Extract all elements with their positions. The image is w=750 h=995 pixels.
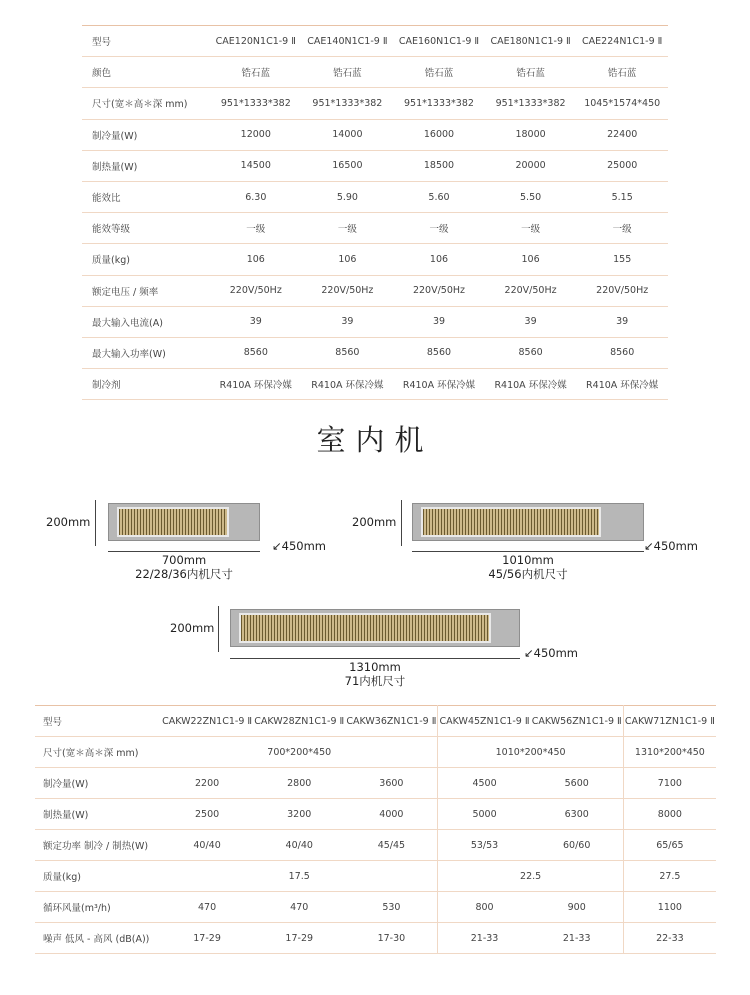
value-cell: 530 [345,892,438,923]
value-cell: 7100 [623,768,716,799]
value-cell: 951*1333*382 [485,88,577,119]
height-dimension-line [218,606,219,652]
value-cell: 16000 [393,119,485,150]
value-cell: R410A 环保冷媒 [210,369,302,400]
value-cell: 17-30 [345,923,438,954]
value-cell: R410A 环保冷媒 [302,369,394,400]
table-row [82,213,668,244]
value-cell: 39 [576,306,668,337]
row-label: 噪声 低风 - 高风 (dB(A)) [35,923,161,954]
model-cell: CAE120N1C1-9 Ⅱ [210,26,302,57]
value-cell: 17-29 [253,923,345,954]
value-cell: 18000 [485,119,577,150]
table-row [35,706,716,737]
value-cell: 8560 [302,337,394,368]
row-label: 循环风量(m³/h) [35,892,161,923]
row-label: 能效等级 [82,213,210,244]
value-cell: 39 [393,306,485,337]
value-cell: 一级 [485,213,577,244]
value-cell: 5.15 [576,181,668,212]
value-cell: 65/65 [623,830,716,861]
model-cell: CAKW28ZN1C1-9 Ⅱ [253,706,345,737]
row-label: 最大输入功率(W) [82,337,210,368]
diagram-height-label: 200mm [46,515,91,529]
value-cell: 5.60 [393,181,485,212]
value-cell: 8560 [210,337,302,368]
value-cell: 锆石蓝 [485,57,577,88]
value-cell: 一级 [210,213,302,244]
width-dimension-line [230,658,520,659]
value-cell: 5.90 [302,181,394,212]
value-cell: 220V/50Hz [485,275,577,306]
indoor-unit-grille [421,507,601,537]
row-label: 型号 [35,706,161,737]
table-row [82,369,668,400]
value-cell: 25000 [576,150,668,181]
model-cell: CAE180N1C1-9 Ⅱ [485,26,577,57]
width-dimension-line [412,551,644,552]
table-row [35,861,716,892]
value-cell: 45/45 [345,830,438,861]
value-cell: 951*1333*382 [302,88,394,119]
row-label: 能效比 [82,181,210,212]
value-cell: 22-33 [623,923,716,954]
value-cell: 800 [438,892,531,923]
row-label: 制冷量(W) [82,119,210,150]
value-cell: 锆石蓝 [393,57,485,88]
table-row [82,150,668,181]
table-row [82,57,668,88]
value-cell: 20000 [485,150,577,181]
outdoor-spec-table [82,25,668,400]
value-cell: 锆石蓝 [210,57,302,88]
indoor-unit-grille [117,507,229,537]
table-row [35,830,716,861]
outdoor-spec-body [82,26,668,400]
table-row [82,26,668,57]
table-row [82,275,668,306]
value-cell: 3600 [345,768,438,799]
diagram-caption: 45/56内机尺寸 [488,567,568,581]
table-row [82,119,668,150]
diagram-height-label: 200mm [170,621,215,635]
value-cell: R410A 环保冷媒 [485,369,577,400]
value-cell: 40/40 [161,830,253,861]
value-cell: 155 [576,244,668,275]
size-cell: 700*200*450 [161,737,438,768]
model-cell: CAKW22ZN1C1-9 Ⅱ [161,706,253,737]
table-row [35,737,716,768]
value-cell: 一级 [302,213,394,244]
row-label: 额定功率 制冷 / 制热(W) [35,830,161,861]
value-cell: 21-33 [438,923,531,954]
value-cell: 220V/50Hz [393,275,485,306]
value-cell: R410A 环保冷媒 [576,369,668,400]
value-cell: 14000 [302,119,394,150]
value-cell: 4500 [438,768,531,799]
model-cell: CAE224N1C1-9 Ⅱ [576,26,668,57]
diagram-width-label: 1010mm [502,553,554,567]
value-cell: 1045*1574*450 [576,88,668,119]
value-cell: 106 [393,244,485,275]
row-label: 制冷剂 [82,369,210,400]
value-cell: 14500 [210,150,302,181]
value-cell: 2500 [161,799,253,830]
row-label: 制热量(W) [82,150,210,181]
value-cell: 220V/50Hz [302,275,394,306]
row-label: 质量(kg) [82,244,210,275]
diagram-caption: 71内机尺寸 [344,674,406,688]
size-cell: 1010*200*450 [438,737,623,768]
height-dimension-line [95,500,96,546]
row-label: 尺寸(宽＊高＊深 mm) [82,88,210,119]
model-cell: CAE160N1C1-9 Ⅱ [393,26,485,57]
value-cell: 39 [485,306,577,337]
height-dimension-line [401,500,402,546]
value-cell: 39 [210,306,302,337]
value-cell: 22400 [576,119,668,150]
value-cell: 2200 [161,768,253,799]
indoor-spec-table [35,705,716,954]
section-title: 室内机 [316,423,434,457]
value-cell: 5000 [438,799,531,830]
mass-cell: 22.5 [438,861,623,892]
row-label: 颜色 [82,57,210,88]
value-cell: 5.50 [485,181,577,212]
value-cell: 220V/50Hz [210,275,302,306]
model-cell: CAE140N1C1-9 Ⅱ [302,26,394,57]
value-cell: 3200 [253,799,345,830]
value-cell: 12000 [210,119,302,150]
row-label: 额定电压 / 频率 [82,275,210,306]
width-dimension-line [108,551,260,552]
value-cell: 锆石蓝 [576,57,668,88]
value-cell: 39 [302,306,394,337]
row-label: 制热量(W) [35,799,161,830]
value-cell: 18500 [393,150,485,181]
diagram-depth-label: ↙450mm [272,539,326,553]
diagram-height-label: 200mm [352,515,397,529]
value-cell: 8560 [485,337,577,368]
table-row [35,892,716,923]
model-cell: CAKW71ZN1C1-9 Ⅱ [623,706,716,737]
table-row [35,799,716,830]
value-cell: 21-33 [531,923,624,954]
diagram-caption: 22/28/36内机尺寸 [135,567,233,581]
value-cell: 6.30 [210,181,302,212]
table-row [35,768,716,799]
table-row [82,244,668,275]
diagram-depth-label: ↙450mm [524,646,578,660]
value-cell: 6300 [531,799,624,830]
table-row [35,923,716,954]
table-row [82,181,668,212]
value-cell: 16500 [302,150,394,181]
model-cell: CAKW36ZN1C1-9 Ⅱ [345,706,438,737]
indoor-unit-grille [239,613,491,643]
value-cell: 锆石蓝 [302,57,394,88]
model-cell: CAKW45ZN1C1-9 Ⅱ [438,706,531,737]
size-cell: 1310*200*450 [623,737,716,768]
row-label: 型号 [82,26,210,57]
value-cell: 8560 [393,337,485,368]
value-cell: 1100 [623,892,716,923]
value-cell: 40/40 [253,830,345,861]
value-cell: 106 [302,244,394,275]
row-label: 尺寸(宽＊高＊深 mm) [35,737,161,768]
value-cell: 4000 [345,799,438,830]
value-cell: 8560 [576,337,668,368]
mass-cell: 17.5 [161,861,438,892]
value-cell: 951*1333*382 [210,88,302,119]
model-cell: CAKW56ZN1C1-9 Ⅱ [531,706,624,737]
value-cell: 470 [161,892,253,923]
value-cell: 106 [485,244,577,275]
value-cell: 17-29 [161,923,253,954]
table-row [82,337,668,368]
value-cell: 一级 [576,213,668,244]
diagram-depth-label: ↙450mm [644,539,698,553]
mass-cell: 27.5 [623,861,716,892]
value-cell: 220V/50Hz [576,275,668,306]
value-cell: 106 [210,244,302,275]
diagram-width-label: 1310mm [349,660,401,674]
row-label: 质量(kg) [35,861,161,892]
table-row [82,88,668,119]
value-cell: 951*1333*382 [393,88,485,119]
value-cell: 一级 [393,213,485,244]
value-cell: 5600 [531,768,624,799]
value-cell: 470 [253,892,345,923]
table-row [82,306,668,337]
row-label: 最大输入电流(A) [82,306,210,337]
value-cell: 2800 [253,768,345,799]
value-cell: 8000 [623,799,716,830]
value-cell: R410A 环保冷媒 [393,369,485,400]
diagram-width-label: 700mm [161,553,207,567]
value-cell: 60/60 [531,830,624,861]
value-cell: 53/53 [438,830,531,861]
row-label: 制冷量(W) [35,768,161,799]
value-cell: 900 [531,892,624,923]
